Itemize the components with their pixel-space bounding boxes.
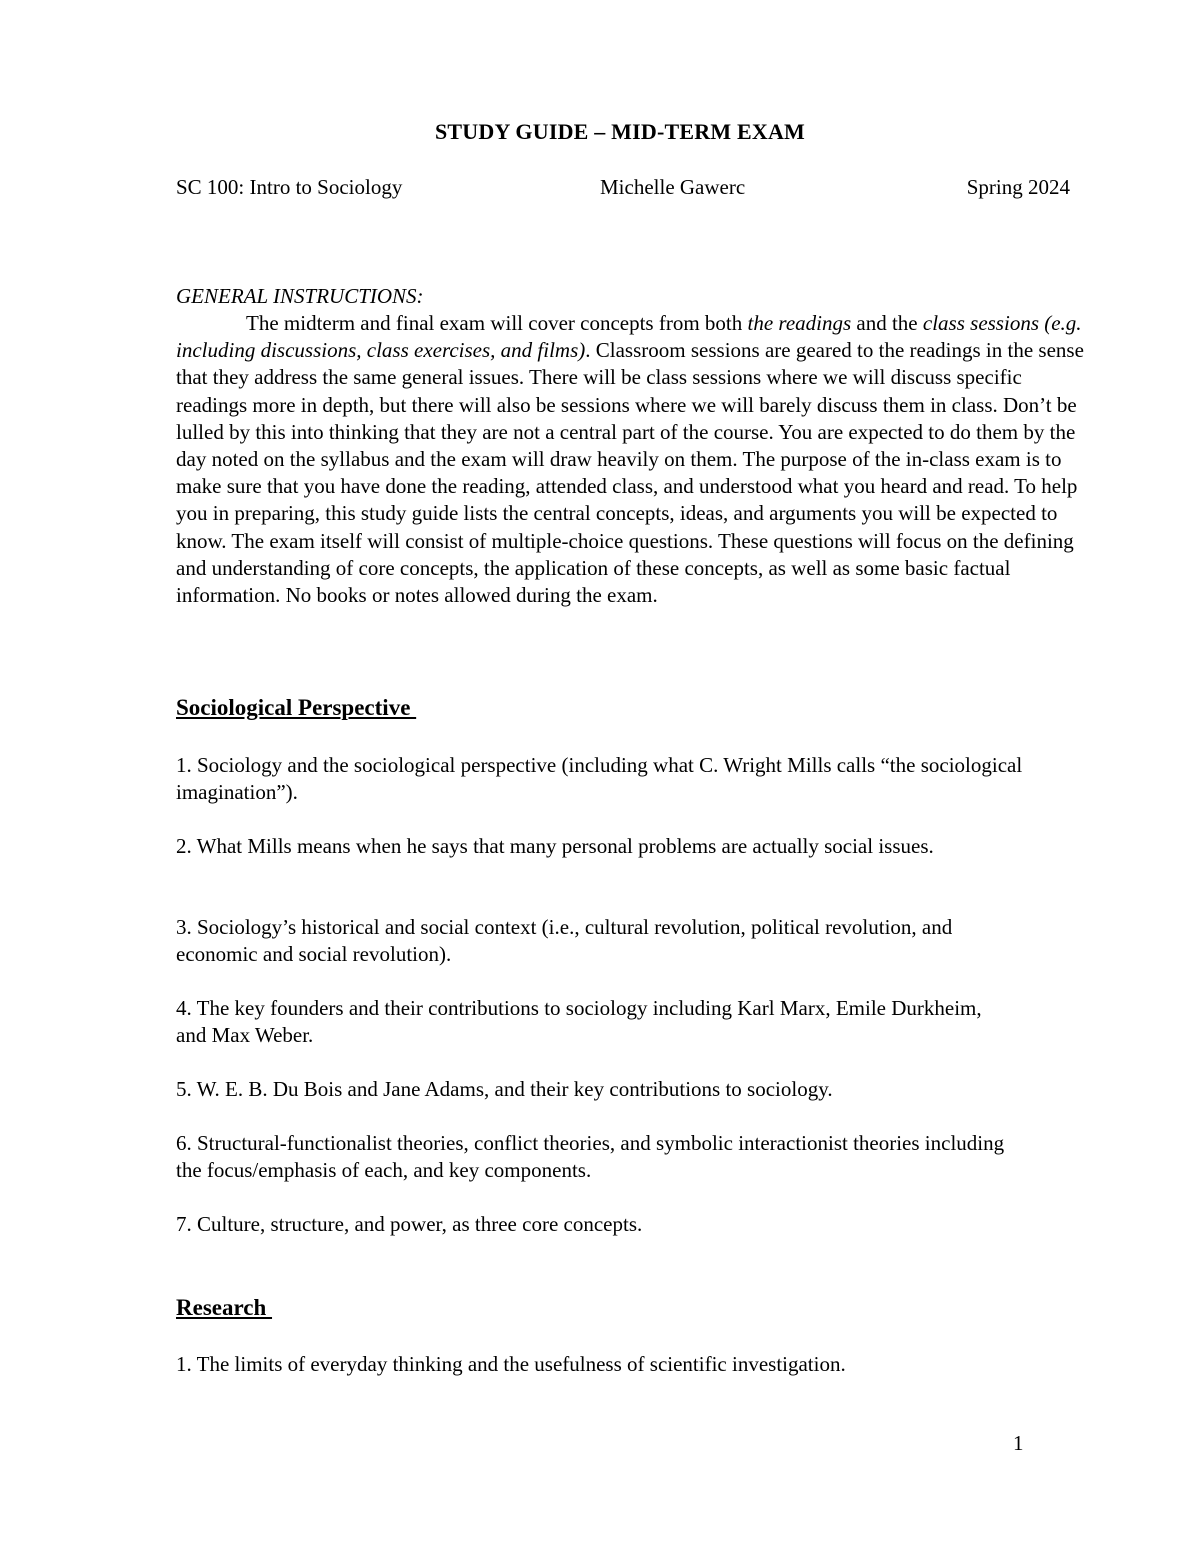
list-item: 7. Culture, structure, and power, as three core concepts. (176, 1212, 643, 1236)
list-item: 5. W. E. B. Du Bois and Jane Adams, and their key contributions to sociology. (176, 1077, 833, 1101)
course-name: SC 100: Intro to Sociology (176, 175, 403, 199)
list-item: 3. Sociology’s historical and social context (i.e., cultural revolution, political revolution, and economic and social revolution). (176, 915, 953, 966)
term-label: Spring 2024 (966, 175, 1070, 199)
list-item: 1. The limits of everyday thinking and the usefulness of scientific investigation. (176, 1352, 846, 1376)
instructions-italic-1: the readings (747, 311, 852, 335)
list-item: 6. Structural-functionalist theories, conflict theories, and symbolic interactionist theories including the focus/emphasis of each, and key components. (176, 1131, 1005, 1182)
section-heading-sociological-perspective: Sociological Perspective (176, 695, 417, 720)
instructions-text-2: and the (851, 311, 923, 335)
instructor-name: Michelle Gawerc (600, 175, 746, 199)
list-item: 2. What Mills means when he says that many personal problems are actually social issues. (176, 834, 934, 858)
instructions-paragraph (176, 310, 1096, 609)
document-title: STUDY GUIDE – MID-TERM EXAM (434, 119, 806, 144)
course-info-line (176, 175, 1070, 203)
instructions-heading: GENERAL INSTRUCTIONS: (176, 284, 424, 308)
instructions-text-1: The midterm and final exam will cover concepts from both (246, 311, 748, 335)
list-item: 1. Sociology and the sociological perspective (including what C. Wright Mills calls “the sociological imagination”). (176, 753, 1023, 804)
page-number: 1 (1013, 1431, 1024, 1455)
instructions-text-3: . Classroom sessions are geared to the readings in the sense that they address the same general issues. There will be class sessions where we will discuss specific readings more in depth, but there will also be sessions where we will barely discuss them in class. Don’t be lulled by this into thinking that they are not a central part of the course. You are expected to do them by the day noted on the syllabus and the exam will draw heavily on them. The purpose of the in-class exam is to make sure that you have done the reading, attended class, and understood what you heard and read. To help you in preparing, this study guide lists the central concepts, ideas, and arguments you will be expected to know. The exam itself will consist of multiple-choice questions. These questions will focus on the defining and understanding of core concepts, the application of these concepts, as well as some basic factual information. No books or notes allowed during the exam. (176, 338, 1084, 608)
list-item: 4. The key founders and their contributions to sociology including Karl Marx, Emile Durkheim, and Max Weber. (176, 996, 982, 1047)
instructions-italic-2: class sessions (e.g. including discussions, class exercises, and films) (176, 311, 1082, 363)
section-heading-research: Research (176, 1295, 273, 1320)
